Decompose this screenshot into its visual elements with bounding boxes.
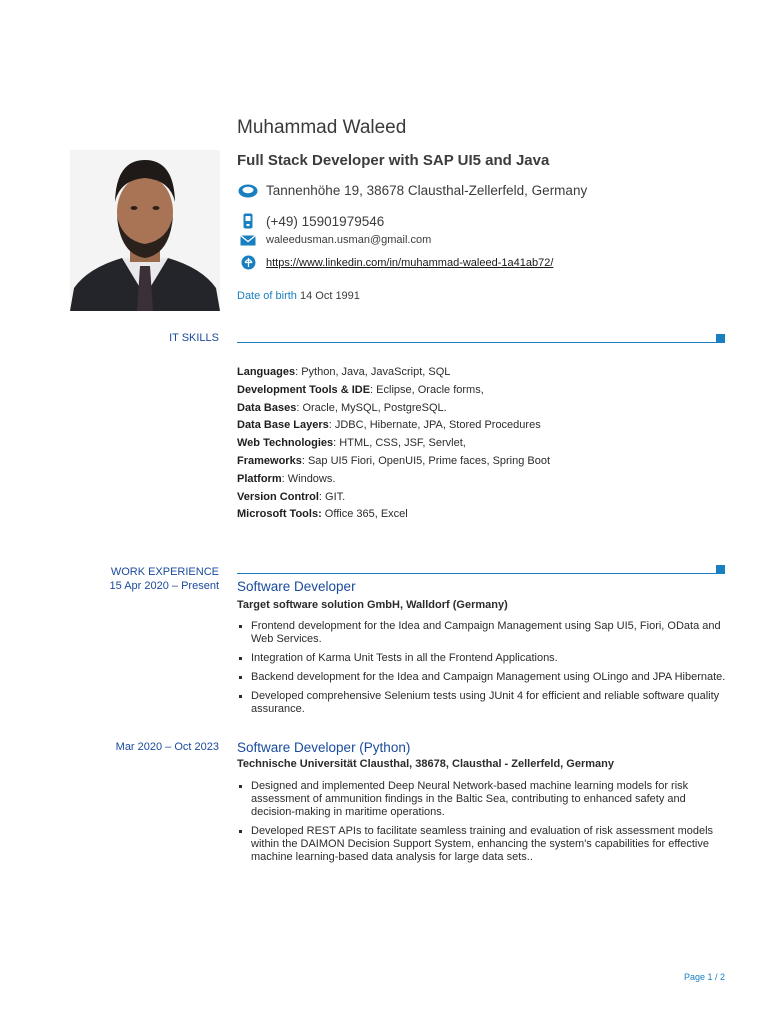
section-divider-work-experience xyxy=(237,573,716,574)
skill-key: Microsoft Tools: xyxy=(237,508,322,521)
skill-value: Python, Java, JavaScript, SQL xyxy=(301,366,451,378)
phone-text: (+49) 15901979546 xyxy=(266,213,385,229)
skill-row xyxy=(237,471,550,489)
skill-value: HTML, CSS, JSF, Servlet, xyxy=(339,437,466,450)
job-title: Software Developer xyxy=(237,579,356,594)
skill-row xyxy=(237,417,550,435)
phone-icon xyxy=(237,213,259,229)
skill-value: Eclipse, Oracle forms, xyxy=(376,383,484,396)
linkedin-line[interactable] xyxy=(237,255,553,270)
skill-key: Version Control xyxy=(237,490,319,503)
dob-value: 14 Oct 1991 xyxy=(299,290,360,302)
job-title: Software Developer (Python) xyxy=(237,740,411,755)
job-company: Technische Universität Clausthal, 38678, Clausthal - Zellerfeld, Germany xyxy=(237,758,614,770)
location-icon xyxy=(237,184,259,198)
skill-key: Languages xyxy=(237,366,296,378)
skill-row xyxy=(237,453,550,471)
skill-row xyxy=(237,489,550,507)
address-line xyxy=(237,183,587,198)
skill-sep: : xyxy=(295,366,302,378)
bullet-item: Designed and implemented Deep Neural Network-based machine learning models for risk assessment of ammunition findings in the Baltic Sea, contributing to enhanced safety and decision-making in maritime operations. xyxy=(237,780,727,819)
address-text: Tannenhöhe 19, 38678 Clausthal-Zellerfeld, Germany xyxy=(266,183,588,198)
skill-key: Platform xyxy=(237,472,282,485)
email-text[interactable]: waleedusman.usman@gmail.com xyxy=(266,234,432,246)
job-bullets xyxy=(237,620,727,716)
section-heading-it-skills: IT SKILLS xyxy=(169,332,219,344)
skill-row xyxy=(237,364,550,382)
skill-sep: : xyxy=(281,472,288,485)
skill-row xyxy=(237,506,550,524)
section-divider-it-skills xyxy=(237,342,716,343)
profile-photo xyxy=(70,150,220,311)
bullet-item: Integration of Karma Unit Tests in all the Frontend Applications. xyxy=(237,652,727,665)
candidate-name: Muhammad Waleed xyxy=(237,117,407,138)
job-dates: Mar 2020 – Oct 2023 xyxy=(115,741,219,753)
skill-value: Office 365, Excel xyxy=(324,508,408,521)
skill-sep: : xyxy=(328,419,335,432)
section-marker-it-skills xyxy=(716,334,725,343)
phone-line xyxy=(237,213,384,229)
email-icon xyxy=(237,235,259,246)
skill-key: Development Tools & IDE xyxy=(237,383,371,396)
skill-sep: : xyxy=(370,383,377,396)
date-of-birth xyxy=(237,290,360,302)
linkedin-link[interactable]: https://www.linkedin.com/in/muhammad-waleed-1a41ab72/ xyxy=(266,256,554,269)
bullet-item: Developed comprehensive Selenium tests using JUnit 4 for efficient and reliable software quality assurance. xyxy=(237,690,727,716)
skill-row xyxy=(237,435,550,453)
job-bullets xyxy=(237,780,727,864)
person-portrait-icon xyxy=(70,150,220,311)
skills-list xyxy=(237,364,550,524)
skill-key: Web Technologies xyxy=(237,437,334,450)
section-heading-work-experience: WORK EXPERIENCE xyxy=(110,566,219,578)
skill-value: GIT. xyxy=(325,490,346,503)
skill-sep: : xyxy=(333,437,340,450)
bullet-item: Developed REST APIs to facilitate seamless training and evaluation of risk assessment models within the DAIMON Decision Support System, enhancing the system's capabilities for effective machine learning-based data analysis for large data sets.. xyxy=(237,825,727,864)
headline-title: Full Stack Developer with SAP UI5 and Java xyxy=(237,152,550,169)
dob-label: Date of birth xyxy=(237,290,297,302)
skill-sep: : xyxy=(301,454,308,467)
bullet-item: Frontend development for the Idea and Campaign Management using Sap UI5, Fiori, OData and Web Services. xyxy=(237,620,727,646)
skill-value: Windows. xyxy=(287,472,336,485)
bullet-item: Backend development for the Idea and Campaign Management using OLingo and JPA Hibernate. xyxy=(237,671,727,684)
page-number: Page 1 / 2 xyxy=(684,972,726,982)
skill-value: Sap UI5 Fiori, OpenUI5, Prime faces, Spring Boot xyxy=(307,454,551,467)
skill-value: JDBC, Hibernate, JPA, Stored Procedures xyxy=(334,419,541,432)
job-dates: 15 Apr 2020 – Present xyxy=(109,580,219,592)
skill-key: Data Base Layers xyxy=(237,419,329,432)
skill-value: Oracle, MySQL, PostgreSQL. xyxy=(302,401,447,414)
skill-key: Data Bases xyxy=(237,401,297,414)
skill-row xyxy=(237,400,550,418)
section-marker-work-experience xyxy=(716,565,725,574)
email-line[interactable] xyxy=(237,234,431,246)
web-icon xyxy=(237,255,259,270)
skill-row xyxy=(237,382,550,400)
skill-sep: : xyxy=(296,401,303,414)
job-company: Target software solution GmbH, Walldorf (Germany) xyxy=(237,599,508,611)
skill-sep: : xyxy=(318,490,326,503)
skill-key: Frameworks xyxy=(237,454,302,467)
